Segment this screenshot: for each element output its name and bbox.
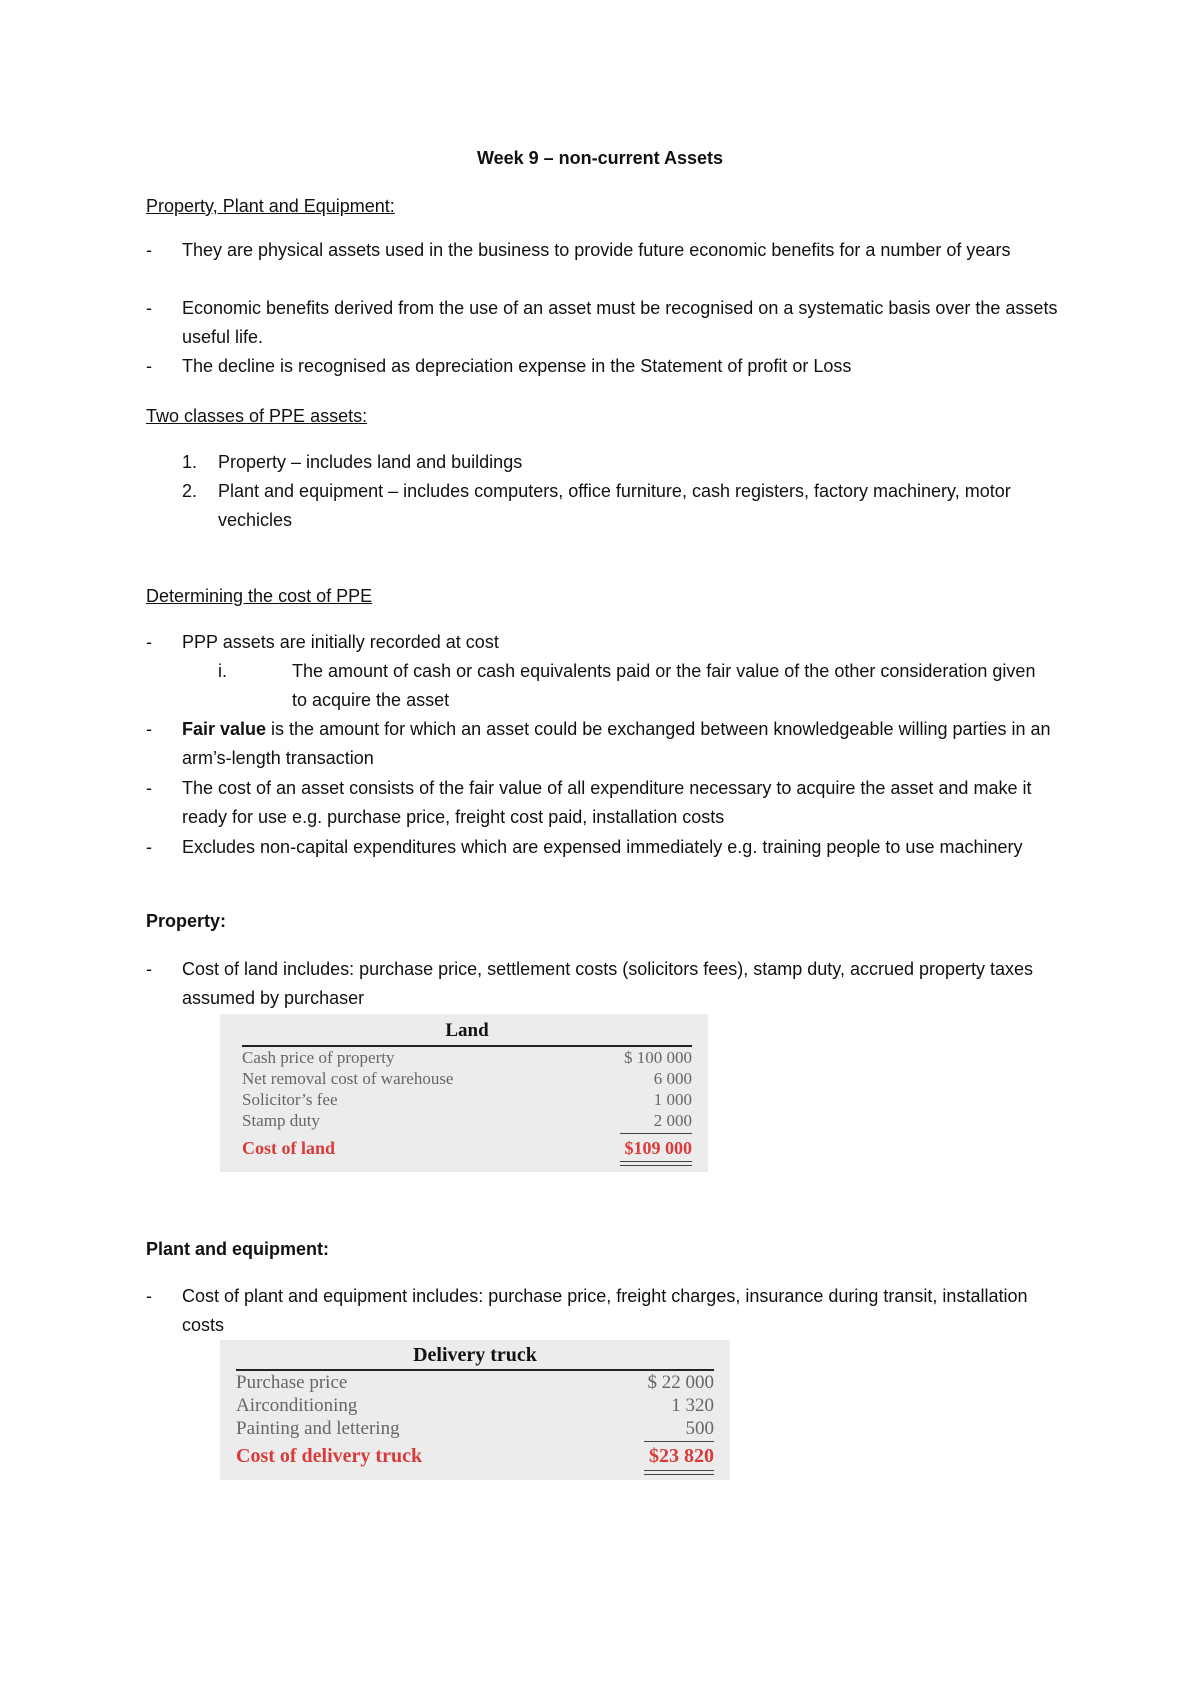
property-bullet: Cost of land includes: purchase price, settlement costs (solicitors fees), stamp duty, accrued property taxes assumed by purchaser bbox=[182, 959, 1034, 1008]
cost-bullet-1: PPP assets are initially recorded at cost bbox=[182, 632, 499, 652]
table-header-rule bbox=[242, 1045, 692, 1047]
truck-row-label: Painting and lettering bbox=[236, 1418, 400, 1439]
truck-row-label: Airconditioning bbox=[236, 1395, 358, 1416]
cost-bullet-4: Excludes non-capital expenditures which are expensed immediately e.g. training people to use machinery bbox=[182, 837, 1023, 857]
subtotal-rule bbox=[620, 1133, 692, 1134]
bullet-dash: - bbox=[146, 778, 152, 798]
land-total-value: $109 000 bbox=[624, 1138, 692, 1158]
subtotal-rule bbox=[644, 1441, 714, 1442]
bullet-dash: - bbox=[146, 632, 152, 652]
land-row-label: Solicitor’s fee bbox=[242, 1090, 338, 1109]
truck-total-value: $23 820 bbox=[649, 1445, 714, 1467]
land-row-value: 1 000 bbox=[653, 1090, 692, 1109]
cost-bullet-3: The cost of an asset consists of the fair value of all expenditure necessary to acquire the asset and make it ready for use e.g. purchase price, freight cost paid, installation costs bbox=[182, 778, 1032, 827]
truck-row-label: Purchase price bbox=[236, 1372, 348, 1393]
plant-bullet: Cost of plant and equipment includes: purchase price, freight charges, insurance during transit, installation costs bbox=[182, 1286, 1028, 1335]
land-total-label: Cost of land bbox=[242, 1138, 336, 1158]
fair-value-term: Fair value bbox=[182, 719, 267, 739]
total-double-rule bbox=[620, 1161, 692, 1162]
list-number: 1. bbox=[182, 452, 198, 472]
bullet-dash: - bbox=[146, 356, 152, 376]
bullet-dash: - bbox=[146, 1286, 152, 1306]
ppe-heading: Property, Plant and Equipment: bbox=[146, 196, 395, 216]
bullet-dash: - bbox=[146, 298, 152, 318]
ppe-bullet-1: They are physical assets used in the business to provide future economic benefits for a number of years bbox=[182, 240, 1011, 260]
classes-heading: Two classes of PPE assets: bbox=[146, 406, 368, 426]
truck-row-value: $ 22 000 bbox=[647, 1372, 714, 1393]
total-double-rule bbox=[644, 1470, 714, 1471]
list-number: 2. bbox=[182, 481, 198, 501]
land-row-value: $ 100 000 bbox=[624, 1048, 692, 1067]
cost-sub-item: The amount of cash or cash equivalents paid or the fair value of the other consideration given to acquire the asset bbox=[292, 661, 1036, 710]
fair-value-definition: is the amount for which an asset could be exchanged between knowledgeable willing parties in an arm’s-length transaction bbox=[182, 719, 1051, 768]
page-title: Week 9 – non-current Assets bbox=[476, 148, 724, 168]
ppe-bullet-3: The decline is recognised as depreciation expense in the Statement of profit or Loss bbox=[182, 356, 852, 376]
bullet-dash: - bbox=[146, 837, 152, 857]
delivery-truck-table bbox=[220, 1340, 730, 1480]
land-row-value: 6 000 bbox=[653, 1069, 692, 1088]
land-table-title: Land bbox=[445, 1020, 489, 1041]
class-item-property: Property – includes land and buildings bbox=[218, 452, 523, 472]
truck-table-title: Delivery truck bbox=[413, 1344, 537, 1366]
total-double-rule bbox=[620, 1165, 692, 1166]
class-item-plant: Plant and equipment – includes computers, office furniture, cash registers, factory machinery, motor vechicles bbox=[218, 481, 1011, 530]
truck-row-value: 500 bbox=[685, 1418, 714, 1439]
bullet-dash: - bbox=[146, 240, 152, 260]
cost-heading: Determining the cost of PPE bbox=[146, 586, 373, 606]
bullet-dash: - bbox=[146, 719, 152, 739]
land-row-label: Stamp duty bbox=[242, 1111, 320, 1130]
roman-numeral: i. bbox=[218, 661, 227, 681]
ppe-bullet-2: Economic benefits derived from the use of an asset must be recognised on a systematic basis over the assets useful life. bbox=[182, 298, 1058, 347]
land-row-label: Cash price of property bbox=[242, 1048, 395, 1067]
table-header-rule bbox=[236, 1369, 714, 1371]
truck-row-value: 1 320 bbox=[671, 1395, 714, 1416]
land-cost-table bbox=[220, 1014, 708, 1172]
land-row-label: Net removal cost of warehouse bbox=[242, 1069, 454, 1088]
bullet-dash: - bbox=[146, 959, 152, 979]
land-row-value: 2 000 bbox=[653, 1111, 692, 1130]
fair-value-bullet bbox=[182, 715, 1062, 773]
truck-total-label: Cost of delivery truck bbox=[236, 1445, 423, 1467]
plant-heading: Plant and equipment: bbox=[146, 1239, 330, 1259]
property-heading: Property: bbox=[146, 911, 227, 931]
total-double-rule bbox=[644, 1474, 714, 1475]
